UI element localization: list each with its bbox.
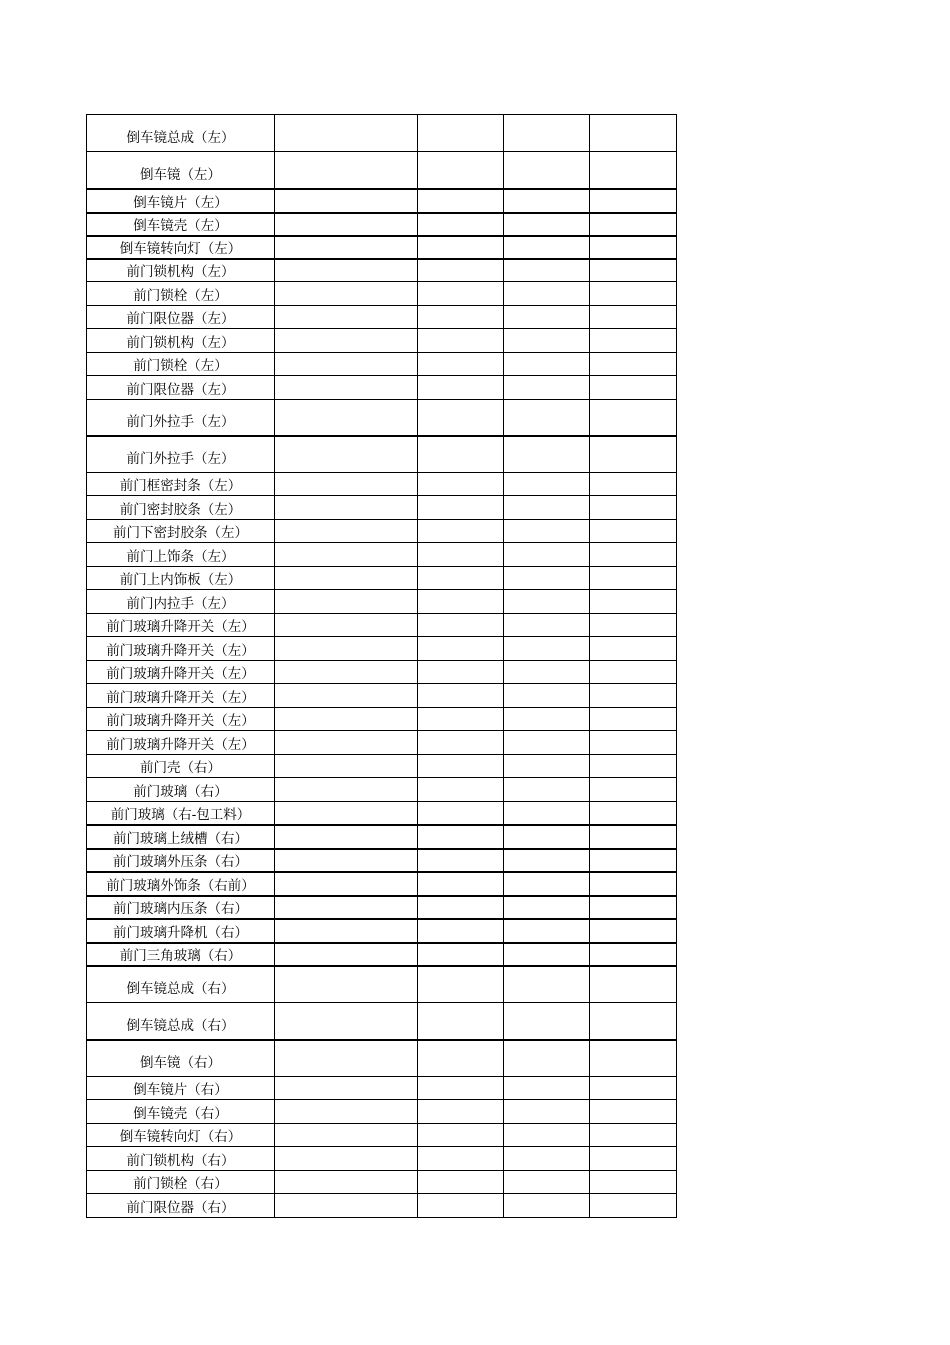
empty-cell <box>590 943 677 966</box>
empty-cell <box>418 802 504 825</box>
empty-cell <box>590 152 677 189</box>
table-row <box>87 189 677 213</box>
empty-cell <box>275 896 418 919</box>
empty-cell <box>590 872 677 896</box>
empty-cell <box>504 778 590 802</box>
part-name-cell: 前门玻璃升降机（右） <box>87 919 275 943</box>
empty-cell <box>275 778 418 802</box>
part-name-cell: 前门外拉手（左） <box>87 400 275 436</box>
table-row <box>87 872 677 896</box>
part-name-cell: 前门玻璃（右-包工料） <box>87 802 275 825</box>
empty-cell <box>418 872 504 896</box>
part-name-cell: 倒车镜总成（右） <box>87 966 275 1003</box>
empty-cell <box>590 189 677 213</box>
empty-cell <box>418 731 504 755</box>
table-row <box>87 1124 677 1147</box>
empty-cell <box>590 1194 677 1218</box>
empty-cell <box>275 1040 418 1077</box>
empty-cell <box>275 259 418 282</box>
empty-cell <box>418 473 504 496</box>
empty-cell <box>418 376 504 400</box>
empty-cell <box>418 282 504 306</box>
table-row <box>87 778 677 802</box>
empty-cell <box>504 376 590 400</box>
empty-cell <box>504 473 590 496</box>
empty-cell <box>590 329 677 353</box>
part-name-cell: 前门玻璃升降开关（左） <box>87 731 275 755</box>
empty-cell <box>590 755 677 778</box>
empty-cell <box>504 684 590 708</box>
empty-cell <box>418 755 504 778</box>
table-row <box>87 152 677 189</box>
empty-cell <box>418 778 504 802</box>
empty-cell <box>590 825 677 849</box>
part-name-cell: 前门锁机构（左） <box>87 259 275 282</box>
table-row <box>87 1003 677 1040</box>
empty-cell <box>275 614 418 637</box>
empty-cell <box>418 567 504 590</box>
empty-cell <box>590 1040 677 1077</box>
table-row <box>87 614 677 637</box>
table-row <box>87 400 677 436</box>
empty-cell <box>504 614 590 637</box>
empty-cell <box>590 1124 677 1147</box>
empty-cell <box>590 637 677 661</box>
empty-cell <box>504 213 590 236</box>
empty-cell <box>275 919 418 943</box>
part-name-cell: 前门下密封胶条（左） <box>87 520 275 543</box>
empty-cell <box>590 400 677 436</box>
empty-cell <box>275 282 418 306</box>
part-name-cell: 倒车镜壳（右） <box>87 1100 275 1124</box>
empty-cell <box>275 496 418 520</box>
empty-cell <box>504 919 590 943</box>
table-row <box>87 661 677 684</box>
empty-cell <box>504 520 590 543</box>
empty-cell <box>275 473 418 496</box>
table-row <box>87 825 677 849</box>
part-name-cell: 前门玻璃升降开关（左） <box>87 708 275 731</box>
table-row <box>87 543 677 567</box>
empty-cell <box>275 189 418 213</box>
part-name-cell: 前门上内饰板（左） <box>87 567 275 590</box>
part-name-cell: 前门限位器（左） <box>87 306 275 329</box>
empty-cell <box>504 353 590 376</box>
table-row <box>87 520 677 543</box>
empty-cell <box>418 1077 504 1100</box>
empty-cell <box>590 590 677 614</box>
empty-cell <box>504 661 590 684</box>
part-name-cell: 倒车镜（右） <box>87 1040 275 1077</box>
table-row <box>87 306 677 329</box>
empty-cell <box>590 919 677 943</box>
empty-cell <box>418 543 504 567</box>
empty-cell <box>590 778 677 802</box>
table-row <box>87 731 677 755</box>
empty-cell <box>590 236 677 259</box>
part-name-cell: 前门玻璃升降开关（左） <box>87 684 275 708</box>
empty-cell <box>590 1077 677 1100</box>
empty-cell <box>590 684 677 708</box>
empty-cell <box>418 115 504 152</box>
empty-cell <box>418 236 504 259</box>
table-row <box>87 329 677 353</box>
part-name-cell: 前门锁栓（左） <box>87 282 275 306</box>
table-row <box>87 353 677 376</box>
empty-cell <box>418 919 504 943</box>
empty-cell <box>590 353 677 376</box>
empty-cell <box>590 115 677 152</box>
empty-cell <box>590 708 677 731</box>
empty-cell <box>275 520 418 543</box>
parts-table <box>86 114 677 1218</box>
part-name-cell: 前门三角玻璃（右） <box>87 943 275 966</box>
empty-cell <box>275 708 418 731</box>
empty-cell <box>418 896 504 919</box>
empty-cell <box>590 802 677 825</box>
empty-cell <box>590 259 677 282</box>
table-row <box>87 473 677 496</box>
empty-cell <box>275 1100 418 1124</box>
empty-cell <box>275 637 418 661</box>
table-row <box>87 1194 677 1218</box>
empty-cell <box>275 213 418 236</box>
empty-cell <box>590 1003 677 1040</box>
empty-cell <box>275 400 418 436</box>
table-row <box>87 282 677 306</box>
empty-cell <box>590 376 677 400</box>
part-name-cell: 倒车镜（左） <box>87 152 275 189</box>
empty-cell <box>418 213 504 236</box>
empty-cell <box>504 943 590 966</box>
empty-cell <box>504 1194 590 1218</box>
part-name-cell: 倒车镜壳（左） <box>87 213 275 236</box>
empty-cell <box>275 872 418 896</box>
part-name-cell: 前门壳（右） <box>87 755 275 778</box>
part-name-cell: 前门锁栓（左） <box>87 353 275 376</box>
empty-cell <box>418 1100 504 1124</box>
empty-cell <box>504 802 590 825</box>
empty-cell <box>275 567 418 590</box>
empty-cell <box>504 1124 590 1147</box>
part-name-cell: 倒车镜总成（右） <box>87 1003 275 1040</box>
empty-cell <box>504 1171 590 1194</box>
empty-cell <box>590 436 677 473</box>
empty-cell <box>418 259 504 282</box>
table-row <box>87 1040 677 1077</box>
empty-cell <box>590 1147 677 1171</box>
empty-cell <box>418 436 504 473</box>
part-name-cell: 前门限位器（左） <box>87 376 275 400</box>
part-name-cell: 前门玻璃外压条（右） <box>87 849 275 872</box>
empty-cell <box>275 306 418 329</box>
empty-cell <box>590 1171 677 1194</box>
table-row <box>87 966 677 1003</box>
empty-cell <box>418 1040 504 1077</box>
empty-cell <box>590 306 677 329</box>
part-name-cell: 前门内拉手（左） <box>87 590 275 614</box>
empty-cell <box>275 543 418 567</box>
part-name-cell: 前门锁机构（左） <box>87 329 275 353</box>
empty-cell <box>418 189 504 213</box>
empty-cell <box>275 1077 418 1100</box>
part-name-cell: 倒车镜片（右） <box>87 1077 275 1100</box>
empty-cell <box>504 1100 590 1124</box>
empty-cell <box>418 400 504 436</box>
empty-cell <box>418 1194 504 1218</box>
table-row <box>87 1100 677 1124</box>
empty-cell <box>590 731 677 755</box>
table-row <box>87 1077 677 1100</box>
empty-cell <box>590 896 677 919</box>
empty-cell <box>275 1171 418 1194</box>
empty-cell <box>504 436 590 473</box>
empty-cell <box>590 213 677 236</box>
empty-cell <box>275 755 418 778</box>
empty-cell <box>590 661 677 684</box>
empty-cell <box>418 825 504 849</box>
empty-cell <box>418 496 504 520</box>
empty-cell <box>590 496 677 520</box>
empty-cell <box>504 755 590 778</box>
empty-cell <box>275 236 418 259</box>
empty-cell <box>418 329 504 353</box>
table-row <box>87 376 677 400</box>
table-row <box>87 755 677 778</box>
empty-cell <box>504 567 590 590</box>
empty-cell <box>590 966 677 1003</box>
empty-cell <box>418 637 504 661</box>
table-row <box>87 213 677 236</box>
empty-cell <box>504 189 590 213</box>
empty-cell <box>275 115 418 152</box>
empty-cell <box>504 1003 590 1040</box>
part-name-cell: 前门玻璃（右） <box>87 778 275 802</box>
empty-cell <box>504 400 590 436</box>
empty-cell <box>504 637 590 661</box>
empty-cell <box>590 849 677 872</box>
empty-cell <box>504 306 590 329</box>
empty-cell <box>275 825 418 849</box>
empty-cell <box>275 376 418 400</box>
empty-cell <box>418 152 504 189</box>
empty-cell <box>275 849 418 872</box>
empty-cell <box>504 496 590 520</box>
empty-cell <box>504 1147 590 1171</box>
empty-cell <box>418 661 504 684</box>
empty-cell <box>504 236 590 259</box>
empty-cell <box>275 329 418 353</box>
part-name-cell: 前门锁栓（右） <box>87 1171 275 1194</box>
empty-cell <box>504 849 590 872</box>
empty-cell <box>590 282 677 306</box>
part-name-cell: 倒车镜总成（左） <box>87 115 275 152</box>
table-row <box>87 236 677 259</box>
empty-cell <box>418 849 504 872</box>
table-row <box>87 1171 677 1194</box>
table-row <box>87 849 677 872</box>
table-row <box>87 943 677 966</box>
empty-cell <box>590 520 677 543</box>
part-name-cell: 倒车镜片（左） <box>87 189 275 213</box>
empty-cell <box>275 590 418 614</box>
empty-cell <box>418 1003 504 1040</box>
part-name-cell: 前门玻璃内压条（右） <box>87 896 275 919</box>
empty-cell <box>590 473 677 496</box>
empty-cell <box>275 966 418 1003</box>
table-row <box>87 259 677 282</box>
table-row <box>87 567 677 590</box>
empty-cell <box>275 1003 418 1040</box>
empty-cell <box>275 436 418 473</box>
empty-cell <box>418 1124 504 1147</box>
table-row <box>87 919 677 943</box>
empty-cell <box>504 329 590 353</box>
table-row <box>87 708 677 731</box>
empty-cell <box>504 966 590 1003</box>
empty-cell <box>590 543 677 567</box>
empty-cell <box>275 152 418 189</box>
empty-cell <box>590 1100 677 1124</box>
empty-cell <box>504 282 590 306</box>
table-row <box>87 436 677 473</box>
empty-cell <box>275 1194 418 1218</box>
part-name-cell: 前门玻璃上绒槽（右） <box>87 825 275 849</box>
empty-cell <box>275 353 418 376</box>
part-name-cell: 前门锁机构（右） <box>87 1147 275 1171</box>
empty-cell <box>504 590 590 614</box>
empty-cell <box>418 708 504 731</box>
empty-cell <box>418 614 504 637</box>
part-name-cell: 前门外拉手（左） <box>87 436 275 473</box>
empty-cell <box>418 590 504 614</box>
part-name-cell: 倒车镜转向灯（左） <box>87 236 275 259</box>
part-name-cell: 前门玻璃升降开关（左） <box>87 661 275 684</box>
empty-cell <box>590 614 677 637</box>
part-name-cell: 前门限位器（右） <box>87 1194 275 1218</box>
empty-cell <box>275 943 418 966</box>
empty-cell <box>504 896 590 919</box>
empty-cell <box>504 731 590 755</box>
table-row <box>87 115 677 152</box>
part-name-cell: 前门上饰条（左） <box>87 543 275 567</box>
empty-cell <box>504 259 590 282</box>
empty-cell <box>418 520 504 543</box>
empty-cell <box>504 115 590 152</box>
empty-cell <box>504 872 590 896</box>
empty-cell <box>275 731 418 755</box>
part-name-cell: 倒车镜转向灯（右） <box>87 1124 275 1147</box>
part-name-cell: 前门密封胶条（左） <box>87 496 275 520</box>
empty-cell <box>275 802 418 825</box>
empty-cell <box>504 543 590 567</box>
empty-cell <box>504 152 590 189</box>
table-row <box>87 1147 677 1171</box>
empty-cell <box>504 708 590 731</box>
table-row <box>87 896 677 919</box>
empty-cell <box>418 684 504 708</box>
table-row <box>87 496 677 520</box>
empty-cell <box>418 1171 504 1194</box>
empty-cell <box>504 825 590 849</box>
empty-cell <box>275 1124 418 1147</box>
empty-cell <box>504 1040 590 1077</box>
empty-cell <box>418 353 504 376</box>
part-name-cell: 前门玻璃升降开关（左） <box>87 614 275 637</box>
table-row <box>87 684 677 708</box>
parts-table-body <box>87 115 677 1218</box>
empty-cell <box>418 1147 504 1171</box>
empty-cell <box>275 661 418 684</box>
empty-cell <box>418 306 504 329</box>
empty-cell <box>275 1147 418 1171</box>
empty-cell <box>275 684 418 708</box>
empty-cell <box>590 567 677 590</box>
part-name-cell: 前门玻璃升降开关（左） <box>87 637 275 661</box>
empty-cell <box>504 1077 590 1100</box>
table-row <box>87 590 677 614</box>
empty-cell <box>418 966 504 1003</box>
table-row <box>87 637 677 661</box>
table-row <box>87 802 677 825</box>
part-name-cell: 前门玻璃外饰条（右前） <box>87 872 275 896</box>
empty-cell <box>418 943 504 966</box>
part-name-cell: 前门框密封条（左） <box>87 473 275 496</box>
